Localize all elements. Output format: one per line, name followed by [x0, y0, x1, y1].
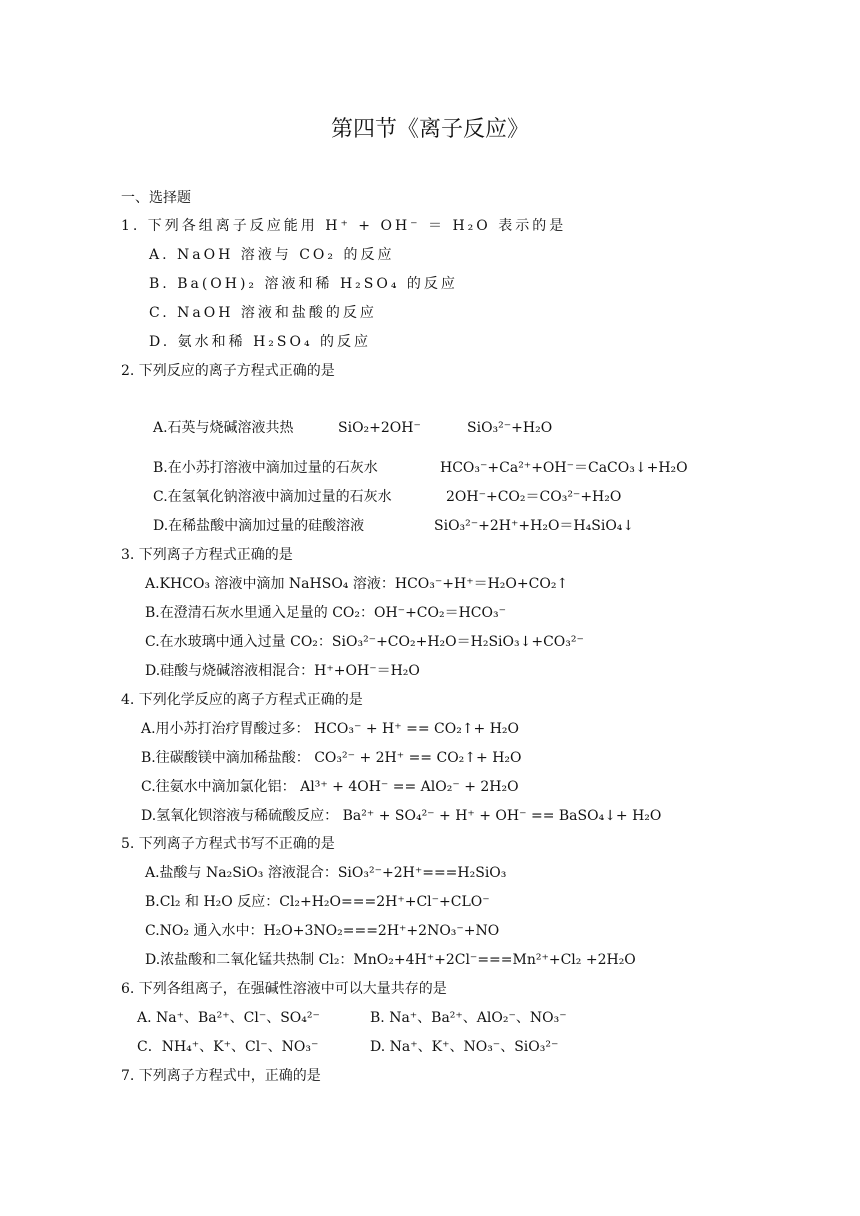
- question-2-option-a-rhs: SiO₃²⁻+H₂O: [467, 420, 553, 436]
- question-2-option-a-lhs: SiO₂+2OH⁻: [338, 420, 421, 436]
- question-3-stem: 3. 下列离子方程式正确的是: [121, 547, 293, 563]
- question-2-option-d-text: D.在稀盐酸中滴加过量的硅酸溶液: [153, 518, 365, 534]
- question-2-option-d-equation: SiO₃²⁻+2H⁺+H₂O＝H₄SiO₄↓: [434, 518, 635, 534]
- question-6-option-c: C．NH₄⁺、K⁺、Cl⁻、NO₃⁻: [137, 1039, 319, 1055]
- question-3-option-d: D.硅酸与烧碱溶液相混合：H⁺+OH⁻＝H₂O: [145, 663, 420, 679]
- question-7-stem: 7. 下列离子方程式中，正确的是: [121, 1068, 321, 1084]
- question-4-option-d: D.氢氧化钡溶液与稀硫酸反应： Ba²⁺ + SO₄²⁻ + H⁺ + OH⁻ == BaSO₄↓+ H₂O: [141, 808, 662, 824]
- question-4-stem: 4. 下列化学反应的离子方程式正确的是: [121, 692, 363, 708]
- question-3-option-a: A.KHCO₃ 溶液中滴加 NaHSO₄ 溶液：HCO₃⁻+H⁺＝H₂O+CO₂↑: [145, 576, 569, 592]
- question-1-stem: 1. 下列各组离子反应能用 H⁺ + OH⁻ ＝ H₂O 表示的是: [121, 218, 567, 234]
- question-2-option-c-text: C.在氢氧化钠溶液中滴加过量的石灰水: [153, 489, 392, 505]
- question-1-option-b: B. Ba(OH)₂ 溶液和稀 H₂SO₄ 的反应: [149, 276, 458, 292]
- page-title: 第四节《离子反应》: [330, 117, 529, 142]
- question-2-option-a-text: A.石英与烧碱溶液共热: [153, 420, 294, 436]
- question-2-stem: 2. 下列反应的离子方程式正确的是: [121, 363, 335, 379]
- question-6-option-a: A. Na⁺、Ba²⁺、Cl⁻、SO₄²⁻: [137, 1010, 320, 1026]
- question-2-option-b-equation: HCO₃⁻+Ca²⁺+OH⁻＝CaCO₃↓+H₂O: [440, 460, 688, 476]
- question-3-option-b: B.在澄清石灰水里通入足量的 CO₂：OH⁻+CO₂＝HCO₃⁻: [145, 605, 506, 621]
- section-heading: 一、选择题: [121, 190, 191, 206]
- question-4-option-a: A.用小苏打治疗胃酸过多： HCO₃⁻ + H⁺ == CO₂↑+ H₂O: [141, 721, 520, 737]
- question-3-option-c: C.在水玻璃中通入过量 CO₂：SiO₃²⁻+CO₂+H₂O＝H₂SiO₃↓+CO₃²⁻: [145, 634, 584, 650]
- question-6-stem: 6. 下列各组离子，在强碱性溶液中可以大量共存的是: [121, 981, 447, 997]
- question-6-option-d: D. Na⁺、K⁺、NO₃⁻、SiO₃²⁻: [370, 1039, 559, 1055]
- question-4-option-b: B.往碳酸镁中滴加稀盐酸： CO₃²⁻ + 2H⁺ == CO₂↑+ H₂O: [141, 750, 522, 766]
- question-5-option-d: D.浓盐酸和二氧化锰共热制 Cl₂：MnO₂+4H⁺+2Cl⁻===Mn²⁺+Cl₂ +2H₂O: [145, 952, 636, 968]
- question-5-option-b: B.Cl₂ 和 H₂O 反应：Cl₂+H₂O===2H⁺+Cl⁻+CLO⁻: [145, 894, 490, 910]
- question-1-option-a: A. NaOH 溶液与 CO₂ 的反应: [149, 247, 395, 263]
- question-2-option-c-equation: 2OH⁻+CO₂＝CO₃²⁻+H₂O: [446, 489, 622, 505]
- question-5-option-c: C.NO₂ 通入水中：H₂O+3NO₂===2H⁺+2NO₃⁻+NO: [145, 923, 500, 939]
- question-6-option-b: B. Na⁺、Ba²⁺、AlO₂⁻、NO₃⁻: [370, 1010, 567, 1026]
- question-1-option-c: C. NaOH 溶液和盐酸的反应: [149, 305, 377, 321]
- question-5-stem: 5. 下列离子方程式书写不正确的是: [121, 836, 335, 852]
- question-4-option-c: C.往氨水中滴加氯化铝： Al³⁺ + 4OH⁻ == AlO₂⁻ + 2H₂O: [141, 779, 519, 795]
- question-5-option-a: A.盐酸与 Na₂SiO₃ 溶液混合：SiO₃²⁻+2H⁺===H₂SiO₃: [145, 865, 507, 881]
- question-2-option-b-text: B.在小苏打溶液中滴加过量的石灰水: [153, 460, 378, 476]
- question-1-option-d: D. 氨水和稀 H₂SO₄ 的反应: [149, 334, 372, 350]
